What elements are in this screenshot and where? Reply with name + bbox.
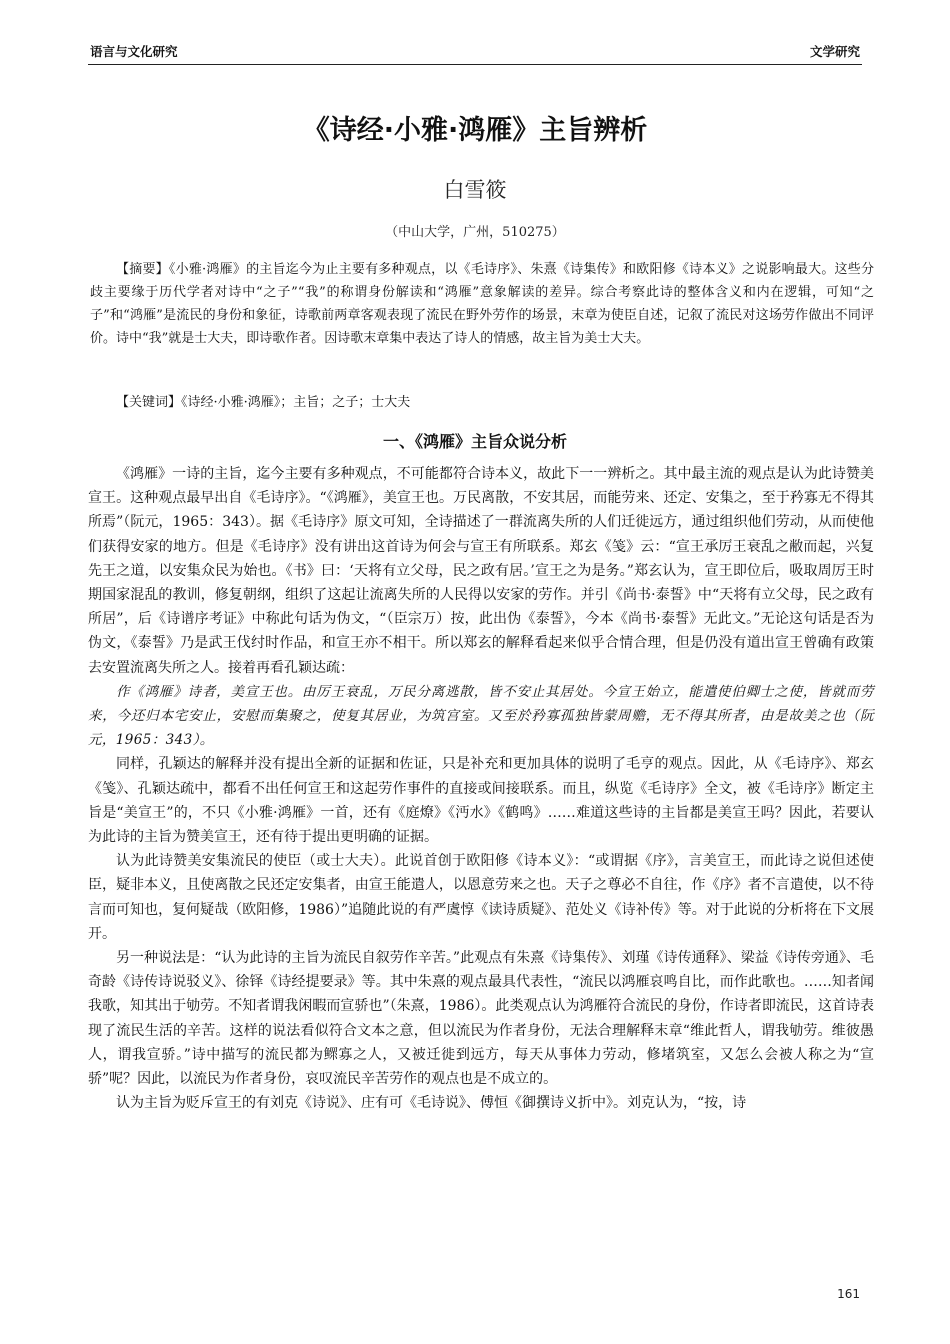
journal-name: 语言与文化研究 xyxy=(90,44,178,59)
abstract: 【摘要】《小雅·鸿雁》的主旨迄今为止主要有多种观点，以《毛诗序》、朱熹《诗集传》和欧阳修《诗本义》之说影响最大。这些分歧主要缘于历代学者对诗中“之子”“我”的称谓身份解读和“鸿雁”意象解读的差异。综合考察此诗的整体含义和内在逻辑，可知“之子”和“鸿雁”是流民的身份和象征，诗歌前两章客观表现了流民在野外劳作的场景，末章为使臣自述，记叙了流民对这场劳作做出不同评价。诗中“我”就是士大夫，即诗歌作者。因诗歌末章集中表达了诗人的情感，故主旨为美士大夫。 xyxy=(90,262,874,346)
section-heading: 一、《鸿雁》主旨众说分析 xyxy=(382,432,567,451)
paragraph: 认为此诗赞美安集流民的使臣（或士大夫）。此说首创于欧阳修《诗本义》：“或谓据《序》，言美宣王，而此诗之说但述使臣，疑非本义，且使离散之民还定安集者，由宣王能遣人，以恩意劳来之也。天子之尊必不自往，作《序》者不言遣使，以不待言而可知也，复何疑哉（欧阳修，1986）”追随此说的有严虞惇《读诗质疑》、范处义《诗补传》等。对于此说的分析将在下文展开。 xyxy=(88,853,874,942)
paragraph: 认为主旨为贬斥宣王的有刘克《诗说》、庄有可《毛诗说》、傅恒《御撰诗义折中》。刘克认为，“按，诗 xyxy=(116,1095,747,1112)
running-header xyxy=(88,40,862,65)
article-title: 《诗经·小雅·鸿雁》主旨辨析 xyxy=(302,115,648,146)
page-number: 161 xyxy=(837,1287,860,1301)
paragraph: 同样，孔颖达的解释并没有提出全新的证据和佐证，只是补充和更加具体的说明了毛亨的观点。因此，从《毛诗序》、郑玄《笺》、孔颖达疏中，都看不出任何宣王和这起劳作事件的直接或间接联系。而且，纵览《毛诗序》全文，被《毛诗序》断定主旨是“美宣王”的，不只《小雅·鸿雁》一首，还有《庭燎》《沔水》《鹤鸣》……难道这些诗的主旨都是美宣王吗？因此，若要认为此诗的主旨为赞美宣王，还有待于提出更明确的证据。 xyxy=(88,756,874,846)
author-name: 白雪筱 xyxy=(443,178,507,202)
body-text xyxy=(88,462,874,1115)
block-quote: 作《鸿雁》诗者，美宣王也。由厉王衰乱，万民分离逃散，皆不安止其居处。今宣王始立，能遣使伯卿士之使，皆就而劳来，今还归本宅安止，安慰而集聚之，使复其居业，为筑宫室。又至於矜寡孤独皆蒙周赡，无不得其所者，由是故美之也（阮元，1965：343）。 xyxy=(88,683,874,749)
section-name: 文学研究 xyxy=(809,44,860,59)
keywords: 【关键词】《诗经·小雅·鸿雁》；主旨；之子；士大夫 xyxy=(116,395,411,410)
paragraph: 《鸿雁》一诗的主旨，迄今主要有多种观点，不可能都符合诗本义，故此下一一辨析之。其中最主流的观点是认为此诗赞美宣王。这种观点最早出自《毛诗序》。“《鸿雁》，美宣王也。万民离散，不安其居，而能劳来、还定、安集之，至于矜寡无不得其所焉”（阮元，1965：343）。据《毛诗序》原文可知，全诗描述了一群流离失所的人们迁徙远方，通过组织他们劳动，从而使他们获得安家的地方。但是《毛诗序》没有讲出这首诗为何会与宣王有所联系。郑玄《笺》云：“宣王承厉王衰乱之敝而起，兴复先王之道，以安集众民为始也。《书》曰：‘天将有立父母，民之政有居。’宣王之为是务。”郑玄认为，宣王即位后，吸取周厉王时期国家混乱的教训，修复朝纲，组织了这起让流离失所的人民得以安家的劳作。并引《尚书·泰誓》中“天将有立父母，民之政有所居”，后《诗谱序考证》中称此句话为伪文，“（臣宗万）按，此出伪《泰誓》，今本《尚书·泰誓》无此文。”无论这句话是否为伪文，《泰誓》乃是武王伐纣时作品，和宣王亦不相干。所以郑玄的解释看起来似乎合情合理，但是仍没有道出宣王曾确有政策去安置流离失所之人。接着再看孔颖达疏： xyxy=(88,466,874,676)
paragraph: 另一种说法是：“认为此诗的主旨为流民自叙劳作辛苦。”此观点有朱熹《诗集传》、刘瑾《诗传通释》、梁益《诗传旁通》、毛奇龄《诗传诗说驳义》、徐铎《诗经提要录》等。其中朱熹的观点最具代表性，“流民以鸿雁哀鸣自比，而作此歌也。……知者闻我歌，知其出于劬劳。不知者谓我闲暇而宣骄也”（朱熹，1986）。此类观点认为鸿雁符合流民的身份，作诗者即流民，这首诗表现了流民生活的辛苦。这样的说法看似符合文本之意，但以流民为作者身份，无法合理解释末章“维此哲人，谓我劬劳。维彼愚人，谓我宣骄。”诗中描写的流民都为鳏寡之人，又被迁徙到远方，每天从事体力劳动，修堵筑室，又怎么会被人称之为“宣骄”呢？因此，以流民为作者身份，哀叹流民辛苦劳作的观点也是不成立的。 xyxy=(88,950,874,1088)
author-affiliation: （中山大学，广州，510275） xyxy=(385,225,565,240)
